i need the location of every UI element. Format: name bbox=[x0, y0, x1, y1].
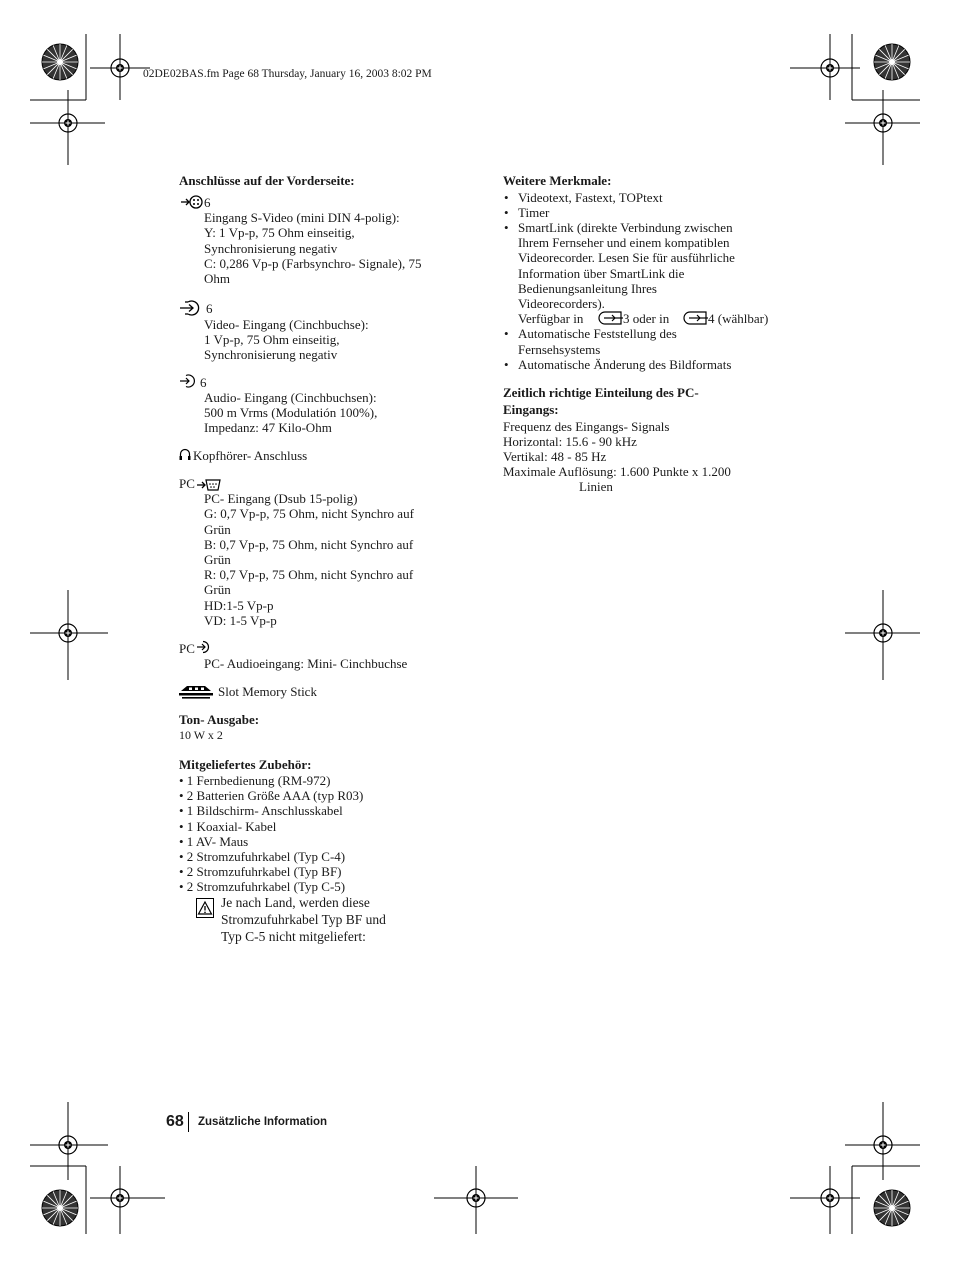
memory-stick-icon bbox=[179, 685, 213, 699]
timing-line: Horizontal: 15.6 - 90 kHz bbox=[503, 434, 637, 449]
svideo-line: Ohm bbox=[204, 271, 230, 286]
timing-heading: Eingangs: bbox=[503, 402, 559, 417]
warning-icon bbox=[196, 898, 214, 918]
feature-smartlink-line: Ihrem Fernseher und einem kompatiblen bbox=[518, 235, 730, 250]
accessory-item: • 2 Batterien Größe AAA (typ R03) bbox=[179, 788, 364, 803]
pc-line: R: 0,7 Vp-p, 75 Ohm, nicht Synchro auf bbox=[204, 567, 414, 582]
feature-smartlink-line: Videorecorders). bbox=[518, 296, 605, 311]
available-in-label: Verfügbar in bbox=[518, 311, 584, 326]
svideo-line: Synchronisierung negativ bbox=[204, 241, 338, 256]
pc-line: Grün bbox=[204, 582, 231, 597]
accessory-item: • 2 Stromzufuhrkabel (Typ C-5) bbox=[179, 879, 346, 894]
pc-audio-input-icon bbox=[197, 640, 213, 654]
pc-line: B: 0,7 Vp-p, 75 Ohm, nicht Synchro auf bbox=[204, 537, 414, 552]
svideo-line: C: 0,286 Vp-p (Farbsynchro- Signale), 75 bbox=[204, 256, 422, 271]
accessories-heading: Mitgeliefertes Zubehör: bbox=[179, 757, 312, 772]
accessory-item: • 2 Stromzufuhrkabel (Typ C-4) bbox=[179, 849, 346, 864]
page-number: 68 bbox=[166, 1113, 184, 1130]
feature-smartlink-line: SmartLink (direkte Verbindung zwischen bbox=[518, 220, 733, 235]
bullet-dot: • bbox=[504, 190, 509, 205]
warning-line: Stromzufuhrkabel Typ BF und bbox=[221, 912, 386, 927]
feature-smartlink-line: Videorecorder. Lesen Sie für ausführliche bbox=[518, 250, 735, 265]
timing-line: Vertikal: 48 - 85 Hz bbox=[503, 449, 607, 464]
av-scart-icon bbox=[601, 311, 623, 325]
timing-line: Frequenz des Eingangs- Signals bbox=[503, 419, 670, 434]
svideo-line: Eingang S-Video (mini DIN 4-polig): bbox=[204, 210, 400, 225]
pc-line: G: 0,7 Vp-p, 75 Ohm, nicht Synchro auf bbox=[204, 506, 414, 521]
pc-audio-prefix: PC bbox=[179, 641, 195, 656]
bullet-dot: • bbox=[504, 220, 509, 235]
pc-line: PC- Eingang (Dsub 15-polig) bbox=[204, 491, 358, 506]
timing-line: Linien bbox=[579, 479, 613, 494]
available-in-4: 4 (wählbar) bbox=[708, 311, 769, 326]
feature-smartlink-line: Information über SmartLink die bbox=[518, 266, 685, 281]
video-line: 1 Vp-p, 75 Ohm einseitig, bbox=[204, 332, 340, 347]
video-line: Synchronisierung negativ bbox=[204, 347, 338, 362]
timing-heading: Zeitlich richtige Einteilung des PC- bbox=[503, 385, 699, 400]
footer-section-title: Zusätzliche Information bbox=[198, 1116, 328, 1128]
bullet-dot: • bbox=[504, 326, 509, 341]
accessory-item: • 1 Fernbedienung (RM-972) bbox=[179, 773, 331, 788]
pc-audio-line: PC- Audioeingang: Mini- Cinchbuchse bbox=[204, 656, 408, 671]
feature-timer: Timer bbox=[518, 205, 550, 220]
features-heading: Weitere Merkmale: bbox=[503, 173, 612, 188]
feature-auto-system-line: Automatische Feststellung des bbox=[518, 326, 677, 341]
feature-videotext: Videotext, Fastext, TOPtext bbox=[518, 190, 663, 205]
timing-line: Maximale Auflösung: 1.600 Punkte x 1.200 bbox=[503, 464, 731, 479]
feature-auto-system-line: Fernsehsystems bbox=[518, 342, 601, 357]
accessory-item: • 1 AV- Maus bbox=[179, 834, 249, 849]
bullet-dot: • bbox=[504, 205, 509, 220]
pc-line: Grün bbox=[204, 552, 231, 567]
file-info-header: 02DE02BAS.fm Page 68 Thursday, January 16, 2003 8:02 PM bbox=[143, 68, 432, 80]
accessory-item: • 1 Bildschirm- Anschlusskabel bbox=[179, 803, 343, 818]
audio-input-icon bbox=[180, 374, 200, 390]
svideo-line: Y: 1 Vp-p, 75 Ohm einseitig, bbox=[204, 225, 355, 240]
pc-line: VD: 1-5 Vp-p bbox=[204, 613, 277, 628]
available-in-3: 3 oder in bbox=[623, 311, 670, 326]
audio-line: Impedanz: 47 Kilo-Ohm bbox=[204, 420, 332, 435]
headphones-icon bbox=[179, 448, 191, 461]
pc-line: HD:1-5 Vp-p bbox=[204, 598, 274, 613]
headphones-label: Kopfhörer- Anschluss bbox=[193, 448, 308, 463]
accessory-item: • 2 Stromzufuhrkabel (Typ BF) bbox=[179, 864, 342, 879]
memory-stick-label: Slot Memory Stick bbox=[218, 684, 317, 699]
accessory-item: • 1 Koaxial- Kabel bbox=[179, 819, 277, 834]
warning-line: Je nach Land, werden diese bbox=[221, 895, 370, 910]
video-number: 6 bbox=[206, 301, 213, 316]
footer-divider bbox=[188, 1112, 189, 1132]
video-line: Video- Eingang (Cinchbuchse): bbox=[204, 317, 369, 332]
sound-output-heading: Ton- Ausgabe: bbox=[179, 712, 260, 727]
pc-prefix: PC bbox=[179, 476, 195, 491]
feature-smartlink-line: Bedienungsanleitung Ihres bbox=[518, 281, 657, 296]
av-scart-icon bbox=[686, 311, 708, 325]
audio-number: 6 bbox=[200, 375, 207, 390]
svideo-number: 6 bbox=[204, 195, 211, 210]
feature-auto-format: Automatische Änderung des Bildformats bbox=[518, 357, 732, 372]
svideo-input-icon bbox=[181, 195, 203, 209]
pc-input-icon bbox=[197, 477, 221, 491]
audio-line: 500 m Vrms (Modulatión 100%), bbox=[204, 405, 378, 420]
bullet-dot: • bbox=[504, 357, 509, 372]
pc-line: Grün bbox=[204, 522, 231, 537]
warning-line: Typ C-5 nicht mitgeliefert: bbox=[221, 929, 366, 944]
sound-output-value: 10 W x 2 bbox=[179, 728, 223, 742]
audio-line: Audio- Eingang (Cinchbuchsen): bbox=[204, 390, 377, 405]
front-connections-heading: Anschlüsse auf der Vorderseite: bbox=[179, 173, 355, 188]
video-input-icon bbox=[180, 300, 204, 316]
